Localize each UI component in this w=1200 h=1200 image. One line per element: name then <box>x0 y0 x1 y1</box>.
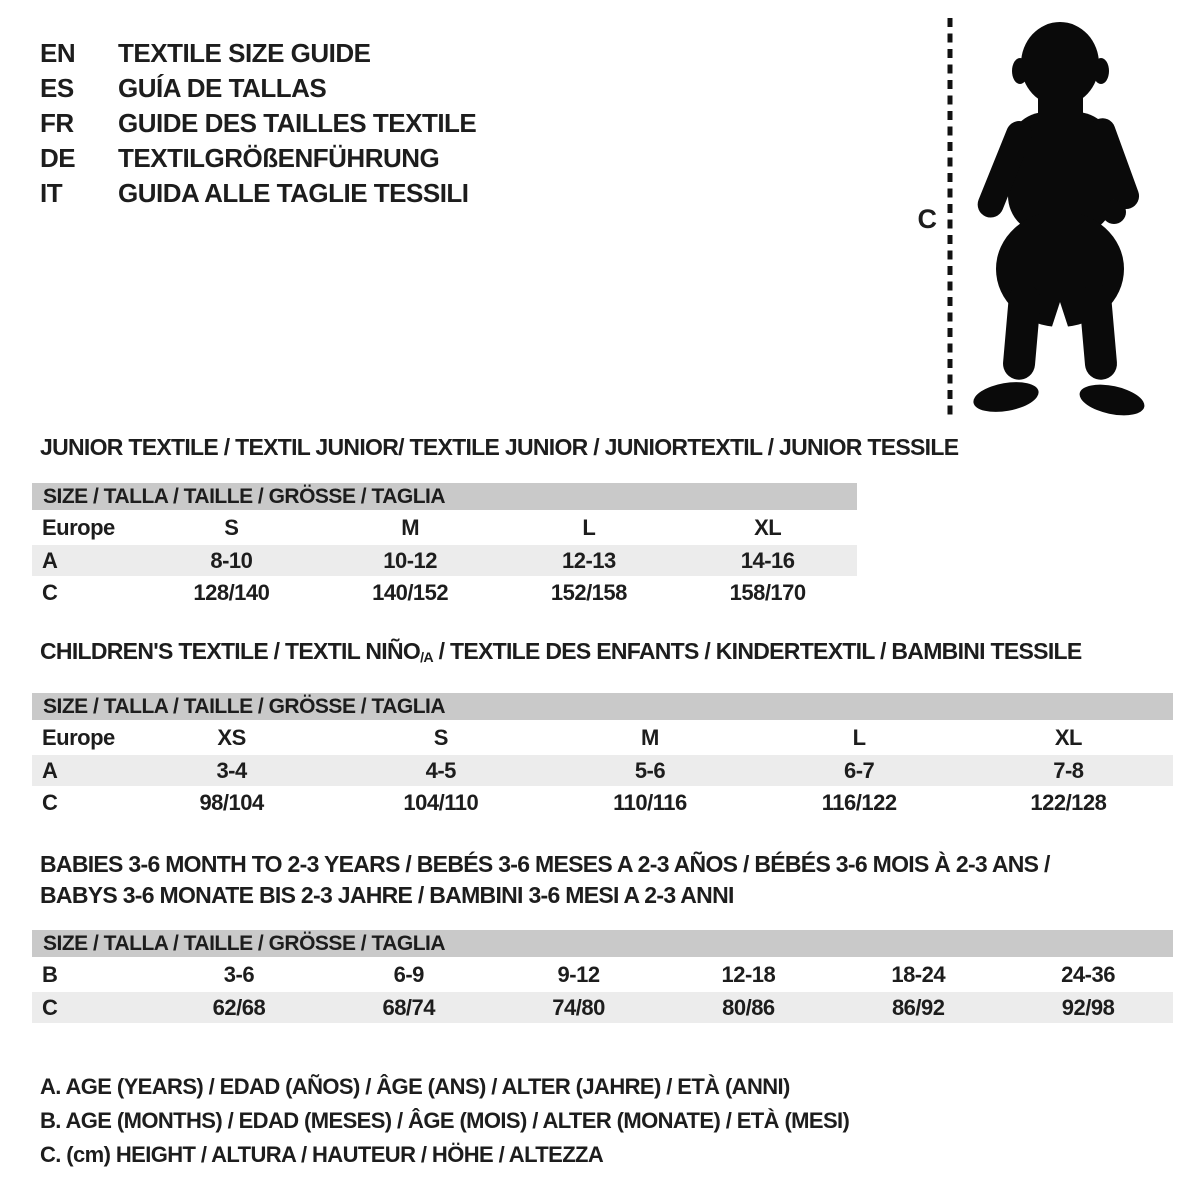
age-cell: 8-10 <box>210 547 253 573</box>
language-row <box>40 71 476 106</box>
legend-line-a: A. AGE (YEARS) / EDAD (AÑOS) / ÂGE (ANS) / ALTER (JAHRE) / ETÀ (ANNI) <box>40 1074 790 1099</box>
row-label: C <box>42 994 58 1020</box>
children-title-part1: CHILDREN'S TEXTILE / TEXTIL NIÑO <box>40 638 421 664</box>
language-title: TEXTILGRÖßENFÜHRUNG <box>118 143 440 173</box>
legend-line-c: C. (cm) HEIGHT / ALTURA / HAUTEUR / HÖHE / ALTEZZA <box>40 1142 604 1167</box>
age-cell: 12-13 <box>561 547 616 573</box>
children-size-table <box>32 720 1173 819</box>
children-row-europe <box>32 720 1173 755</box>
babies-section-title <box>40 849 1050 911</box>
row-label: Europe <box>42 724 115 750</box>
size-cell: S <box>224 514 239 540</box>
children-title-subscript: /A <box>420 650 433 667</box>
legend-line-b: B. AGE (MONTHS) / EDAD (MESES) / ÂGE (MOIS) / ALTER (MONATE) / ETÀ (MESI) <box>40 1108 850 1133</box>
size-cell: L <box>852 724 866 750</box>
babies-title-line2: BABYS 3-6 MONATE BIS 2-3 JAHRE / BAMBINI 3-6 MESI A 2-3 ANNI <box>40 882 734 908</box>
age-cell: 6-7 <box>844 757 875 783</box>
size-cell: M <box>401 514 420 540</box>
size-cell: XL <box>1054 724 1082 750</box>
junior-row-europe <box>32 510 857 545</box>
children-size-header: SIZE / TALLA / TAILLE / GRÖSSE / TAGLIA <box>32 693 1173 720</box>
language-row <box>40 106 476 141</box>
language-code: DE <box>40 143 76 173</box>
height-cell: 92/98 <box>1061 994 1115 1020</box>
junior-size-header: SIZE / TALLA / TAILLE / GRÖSSE / TAGLIA <box>32 483 857 510</box>
age-cell: 24-36 <box>1061 961 1115 987</box>
language-title: GUIDA ALLE TAGLIE TESSILI <box>118 178 469 208</box>
junior-row-age <box>32 545 857 576</box>
height-dashed-line-icon <box>944 18 956 416</box>
toddler-silhouette-icon <box>962 14 1147 426</box>
height-cell: 104/110 <box>403 789 479 815</box>
language-title: GUÍA DE TALLAS <box>118 73 327 103</box>
children-row-height <box>32 786 1173 819</box>
height-cell: 110/116 <box>613 789 687 815</box>
language-row <box>40 36 476 71</box>
language-code: IT <box>40 178 63 208</box>
age-cell: 12-18 <box>721 961 776 987</box>
legend <box>40 1070 849 1172</box>
age-cell: 3-4 <box>216 757 247 783</box>
junior-size-table <box>32 510 857 609</box>
size-cell: S <box>433 724 448 750</box>
row-label: C <box>42 579 58 605</box>
junior-section-title: JUNIOR TEXTILE / TEXTIL JUNIOR/ TEXTILE JUNIOR / JUNIORTEXTIL / JUNIOR TESSILE <box>40 434 959 460</box>
language-code: EN <box>40 38 76 68</box>
age-cell: 5-6 <box>634 757 666 783</box>
age-cell: 4-5 <box>425 757 456 783</box>
height-cell: 122/128 <box>1030 789 1107 815</box>
age-cell: 3-6 <box>223 961 255 987</box>
language-title: GUIDE DES TAILLES TEXTILE <box>118 108 477 138</box>
children-section-title <box>40 638 1082 666</box>
children-table <box>32 693 1173 819</box>
row-label: A <box>42 547 58 573</box>
height-cell: 158/170 <box>729 579 806 605</box>
size-cell: XS <box>217 724 246 750</box>
height-cell: 152/158 <box>550 579 627 605</box>
height-cell: 80/86 <box>722 994 775 1020</box>
row-label: C <box>42 789 58 815</box>
size-cell: M <box>641 724 659 750</box>
size-cell: XL <box>754 514 782 540</box>
babies-size-header: SIZE / TALLA / TAILLE / GRÖSSE / TAGLIA <box>32 930 1173 957</box>
age-cell: 7-8 <box>1053 757 1084 783</box>
height-cell: 140/152 <box>372 579 449 605</box>
height-cell: 116/122 <box>821 789 897 815</box>
height-measure-label: C <box>917 204 937 234</box>
junior-row-height <box>32 576 857 609</box>
language-row <box>40 176 476 211</box>
babies-row-months <box>32 957 1173 992</box>
language-code: ES <box>40 73 74 103</box>
children-title-part2: / TEXTILE DES ENFANTS / KINDERTEXTIL / BAMBINI TESSILE <box>432 638 1082 664</box>
language-list <box>40 36 476 211</box>
height-cell: 68/74 <box>382 994 436 1020</box>
children-row-age <box>32 755 1173 786</box>
language-row <box>40 141 476 176</box>
language-code: FR <box>40 108 74 138</box>
row-label: Europe <box>42 514 115 540</box>
height-cell: 98/104 <box>199 789 264 815</box>
age-cell: 14-16 <box>740 547 795 573</box>
age-cell: 6-9 <box>393 961 424 987</box>
junior-table <box>32 483 857 609</box>
height-cell: 74/80 <box>552 994 605 1020</box>
height-cell: 128/140 <box>193 579 270 605</box>
babies-title-line1: BABIES 3-6 MONTH TO 2-3 YEARS / BEBÉS 3-6 MESES A 2-3 AÑOS / BÉBÉS 3-6 MOIS À 2-3 ANS / <box>40 851 1050 877</box>
babies-size-table <box>32 957 1173 1023</box>
height-cell: 86/92 <box>891 994 945 1020</box>
age-cell: 10-12 <box>383 547 438 573</box>
language-title: TEXTILE SIZE GUIDE <box>118 38 371 68</box>
babies-row-height <box>32 992 1173 1023</box>
babies-table <box>32 930 1173 1023</box>
height-cell: 62/68 <box>212 994 266 1020</box>
row-label: A <box>42 757 58 783</box>
row-label: B <box>42 961 58 987</box>
age-cell: 18-24 <box>891 961 946 987</box>
size-cell: L <box>582 514 596 540</box>
age-cell: 9-12 <box>557 961 600 987</box>
